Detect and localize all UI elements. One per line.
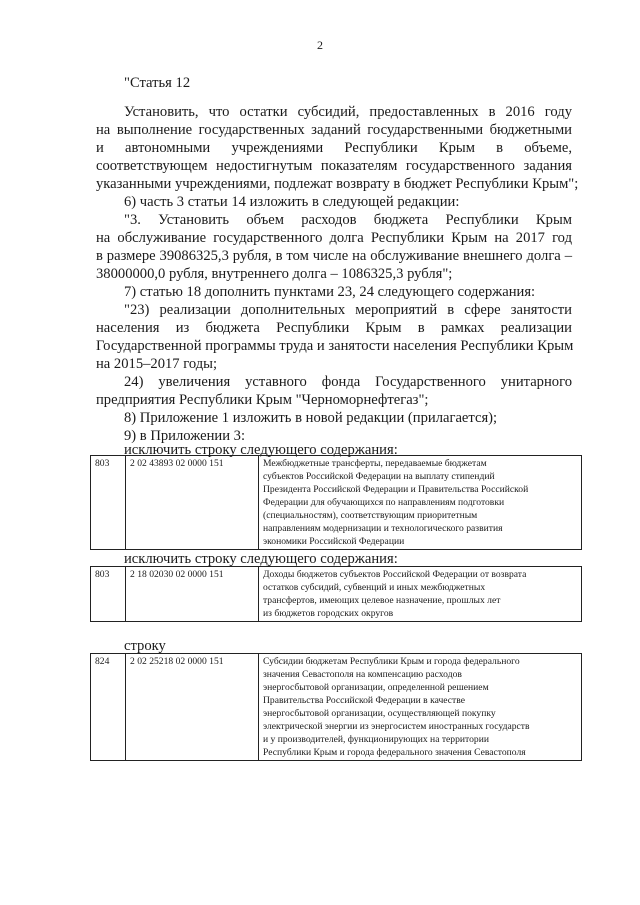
exclude-row-table-1 <box>90 455 582 550</box>
item6-line: в размере 39086325,3 рубля, в том числе на обслуживание внешнего долга – <box>96 248 572 264</box>
table-cell-kbk: 2 02 43893 02 0000 151 <box>126 456 259 550</box>
table-cell-description: Межбюджетные трансферты, передаваемые бюджетам субъектов Российской Федерации на выплату стипендий Президента Российской Федерации и Правительства Российской Федерации для обучающихся по направлениям подготовки (специальностям), соответствующим приоритетным направлениям модернизации и технологического развития экономики Российской Федерации <box>259 456 582 550</box>
table-row <box>91 654 582 761</box>
table-row <box>91 567 582 622</box>
item7-p23-line: населения из бюджета Республики Крым в рамках реализации <box>96 320 572 336</box>
table-cell-kbk: 2 18 02030 02 0000 151 <box>126 567 259 622</box>
item7-p23-line: Государственной программы труда и занятости населения Республики Крым <box>96 338 574 354</box>
table-row <box>91 456 582 550</box>
table-cell-code: 824 <box>91 654 126 761</box>
item6-line: на обслуживание государственного долга Республики Крым на 2017 год <box>96 230 572 246</box>
table-cell-code: 803 <box>91 567 126 622</box>
item8: 8) Приложение 1 изложить в новой редакции (прилагается); <box>124 410 498 426</box>
item7-intro: 7) статью 18 дополнить пунктами 23, 24 следующего содержания: <box>124 284 536 300</box>
item7-p23-line: на 2015–2017 годы; <box>96 356 218 372</box>
table-cell-description: Субсидии бюджетам Республики Крым и города федерального значения Севастополя на компенсацию расходов энергосбытовой организации, определенной решением Правительства Российской Федерации в качестве энергосбытовой организации, осуществляющей покупку электрической энергии из энергосистем иностранных государств и у производителей, функционирующих на территории Республики Крым и города федерального значения Севастополя <box>259 654 582 761</box>
table-cell-kbk: 2 02 25218 02 0000 151 <box>126 654 259 761</box>
para1-line: и автономными учреждениями Республики Крым в объеме, <box>96 140 572 156</box>
para1-line: соответствующем недостигнутым показателям государственного задания <box>96 158 572 174</box>
article-title: "Статья 12 <box>124 75 191 91</box>
item9: 9) в Приложении 3: <box>124 428 246 444</box>
item6-line: 38000000,0 рубля, внутреннего долга – 1086325,3 рубля"; <box>96 266 453 282</box>
page-number: 2 <box>317 38 323 52</box>
para1-line: указанными учреждениями, подлежат возврату в бюджет Республики Крым"; <box>96 176 579 192</box>
table-cell-code: 803 <box>91 456 126 550</box>
table-cell-description: Доходы бюджетов субъектов Российской Федерации от возврата остатков субсидий, субвенций и иных межбюджетных трансфертов, имеющих целевое назначение, прошлых лет из бюджетов городских округов <box>259 567 582 622</box>
item6-line: "3. Установить объем расходов бюджета Республики Крым <box>124 212 572 228</box>
row-table-3 <box>90 653 582 761</box>
item7-p24-line: предприятия Республики Крым "Черноморнефтегаз"; <box>96 392 429 408</box>
para1-line: Установить, что остатки субсидий, предоставленных в 2016 году <box>124 104 572 120</box>
item6-intro: 6) часть 3 статьи 14 изложить в следующей редакции: <box>124 194 460 210</box>
para1-line: на выполнение государственных заданий государственными бюджетными <box>96 122 572 138</box>
item7-p23-line: "23) реализации дополнительных мероприятий в сфере занятости <box>124 302 572 318</box>
table-caption: строку <box>124 638 166 654</box>
item7-p24-line: 24) увеличения уставного фонда Государственного унитарного <box>124 374 572 390</box>
exclude-row-table-2 <box>90 566 582 622</box>
table-caption: исключить строку следующего содержания: <box>124 442 398 458</box>
table-caption: исключить строку следующего содержания: <box>124 551 398 567</box>
